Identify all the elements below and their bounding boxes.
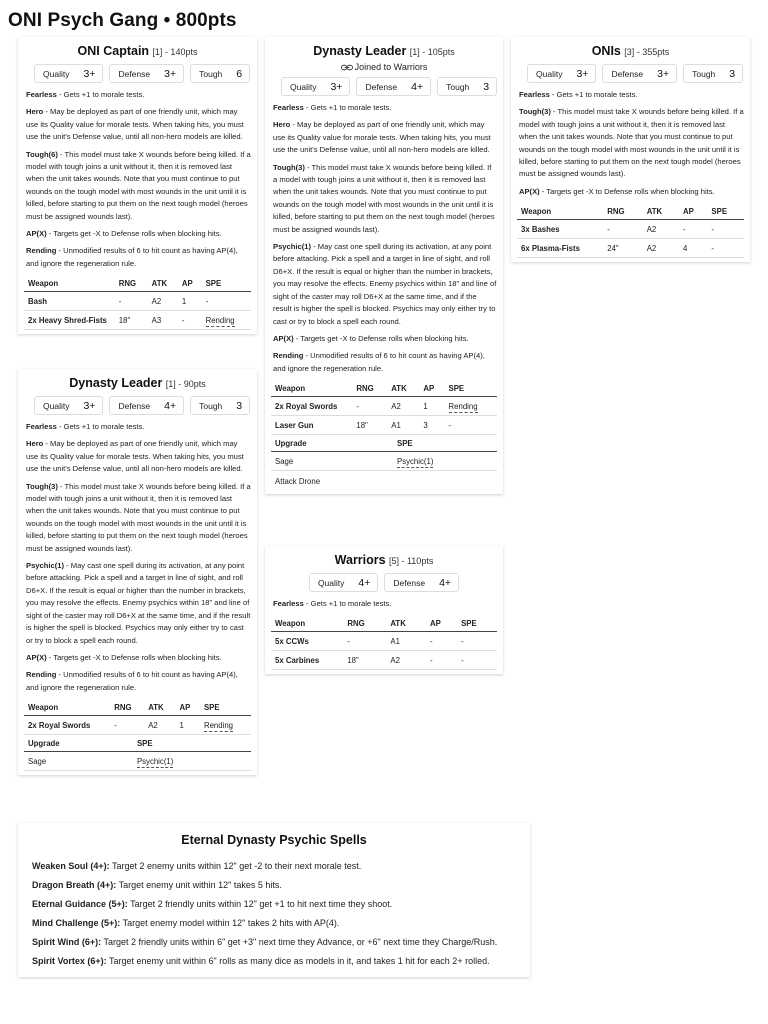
- unit-title: [24, 44, 251, 58]
- weapons-table: Weapon RNG ATK AP SPE 3x Bashes - A2 - - 6x Plasma-Fists 24" A2 4 -: [517, 203, 744, 258]
- table-row: 5x Carbines 18" A2 - -: [271, 651, 497, 670]
- tough-stat: Tough 3: [437, 77, 497, 96]
- rule-psychic: Psychic(1) - May cast one spell during its activation, at any point before attacking. Pick a spell and a target in line of sight, and roll D6+X. If the result is equal or higher than the number in brackets, you may resolve the effects. Enemy psychics within 18" and line of sight of the caster may roll D6+X at the same time, and if the result is higher the spell is blocked. Psychics may only either try to cast or try to block a spell each round.: [26, 561, 251, 645]
- rule-hero: Hero - May be deployed as part of one friendly unit, which may use its Quality value for morale tests. When taking hits, you must use the unit's Defense value, until all non-hero models are killed.: [26, 439, 244, 474]
- unit-title: [24, 376, 251, 390]
- spells-title: Eternal Dynasty Psychic Spells: [181, 833, 367, 847]
- unit-count: [3]: [624, 47, 635, 57]
- rule-fearless: Fearless - Gets +1 to morale tests.: [273, 103, 392, 112]
- rule-ap: AP(X) - Targets get -X to Defense rolls when blocking hits.: [26, 229, 222, 239]
- page-title: ONI Psych Gang • 800pts: [8, 10, 237, 31]
- stat-row: [34, 396, 251, 415]
- rule-ap: AP(X) - Targets get -X to Defense rolls when blocking hits.: [519, 186, 715, 196]
- rule-rending: Rending - Unmodified results of 6 to hit count as having AP(4), and ignore the regeneration rule.: [273, 351, 485, 373]
- rule-rending: Rending - Unmodified results of 6 to hit count as having AP(4), and ignore the regeneration rule.: [26, 670, 238, 692]
- defense-stat: Defense 4+: [384, 573, 459, 592]
- defense-stat: Defense 4+: [356, 77, 431, 96]
- rule-rending: Rending - Unmodified results of 6 to hit count as having AP(4), and ignore the regeneration rule.: [26, 246, 238, 268]
- special-rules: [24, 421, 251, 694]
- rule-fearless: Fearless - Gets +1 to morale tests.: [519, 90, 638, 99]
- unit-name: Warriors: [334, 553, 386, 567]
- rending-rule-link[interactable]: Rending: [203, 721, 233, 731]
- weapons-table: Weapon RNG ATK AP SPE Bash - A2 1 - 2x Heavy Shred-Fists 18" A3 - Rending: [24, 275, 251, 330]
- unit-count: [5]: [388, 556, 399, 566]
- psychic-rule-link[interactable]: Psychic(1): [397, 457, 434, 467]
- rule-tough: Tough(3) - This model must take X wounds before being killed. If a model with tough joins a unit without it, then it is removed last when the unit takes wounds. Note that you must continue to put wounds on the tough model with most wounds in the unit until it is killed, before starting to put them on the next tough model (heroes must be assigned wounds last).: [26, 481, 251, 553]
- upgrades-table: Upgrade SPE Sage Psychic(1): [24, 735, 251, 771]
- quality-stat: Quality 4+: [309, 573, 378, 592]
- defense-stat: Defense 3+: [109, 64, 184, 83]
- table-row: Bash - A2 1 -: [24, 292, 251, 311]
- table-row: 2x Royal Swords - A2 1 Rending: [24, 716, 251, 735]
- table-row: 3x Bashes - A2 - -: [517, 220, 744, 239]
- unit-points: - 140pts: [162, 47, 198, 57]
- quality-stat: Quality 3+: [34, 396, 103, 415]
- rule-fearless: Fearless - Gets +1 to morale tests.: [273, 599, 392, 608]
- table-row: 2x Royal Swords - A2 1 Rending: [271, 397, 497, 416]
- table-row: Sage Psychic(1): [24, 752, 251, 771]
- quality-stat: Quality 3+: [281, 77, 350, 96]
- unit-title: [271, 44, 497, 58]
- weapons-table: Weapon RNG ATK AP SPE 5x CCWs - A1 - - 5x Carbines 18" A2 - -: [271, 615, 497, 670]
- unit-title: [271, 553, 497, 567]
- unit-points: - 355pts: [634, 47, 670, 57]
- psychic-rule-link[interactable]: Psychic(1): [136, 757, 174, 767]
- defense-stat: Defense 4+: [109, 396, 184, 415]
- quality-stat: Quality 3+: [527, 64, 596, 83]
- unit-points: - 110pts: [398, 556, 434, 566]
- special-rules: [271, 102, 497, 375]
- special-rules: [271, 598, 497, 610]
- rule-hero: Hero - May be deployed as part of one friendly unit, which may use its Quality value for morale tests. When taking hits, you must use the unit's Defense value, until all non-hero models are killed.: [26, 107, 244, 142]
- unit-card-dynasty-leader: [18, 369, 257, 775]
- table-row: Sage Psychic(1): [271, 452, 497, 471]
- unit-card-dynasty-leader-joined: [265, 37, 503, 494]
- unit-count: [1]: [409, 47, 420, 57]
- rule-tough: Tough(3) - This model must take X wounds before being killed. If a model with tough joins a unit without it, then it is removed last when the unit takes wounds. Note that you must continue to put wounds on the tough model with most wounds in the unit until it is killed, before starting to put them on the next tough model (heroes must be assigned wounds last).: [273, 162, 495, 234]
- unit-name: ONI Captain: [77, 44, 150, 58]
- spell-item: Dragon Breath (4+): Target enemy unit within 12" takes 5 hits.: [32, 880, 282, 890]
- joined-to-label: Joined to Warriors: [271, 62, 497, 72]
- spell-item: Eternal Guidance (5+): Target 2 friendly units within 12" get +1 to hit next time they shoot.: [32, 899, 393, 909]
- table-row: Laser Gun 18" A1 3 -: [271, 416, 497, 435]
- quality-stat: Quality 3+: [34, 64, 103, 83]
- table-row: 2x Heavy Shred-Fists 18" A3 - Rending: [24, 311, 251, 330]
- unit-card-onis: [511, 37, 750, 262]
- tough-stat: Tough 6: [190, 64, 250, 83]
- unit-name: ONIs: [591, 44, 621, 58]
- rule-fearless: Fearless - Gets +1 to morale tests.: [26, 90, 145, 99]
- rule-ap: AP(X) - Targets get -X to Defense rolls when blocking hits.: [273, 333, 469, 343]
- table-row: 6x Plasma-Fists 24" A2 4 -: [517, 239, 744, 258]
- upgrades-table: Upgrade SPE Sage Psychic(1): [271, 435, 497, 471]
- spell-item: Spirit Wind (6+): Target 2 friendly units within 6" get +3" next time they Advance, or +6" next time they Charge/Rush.: [32, 937, 498, 947]
- tough-stat: Tough 3: [190, 396, 250, 415]
- special-rules: [24, 89, 251, 270]
- spell-item: Spirit Vortex (6+): Target enemy unit within 6" rolls as many dice as models in it, and takes 1 hit for each 2+ rolled.: [32, 956, 490, 966]
- weapons-table: Weapon RNG ATK AP SPE 2x Royal Swords - A2 1 Rending Laser Gun 18" A1 3 -: [271, 380, 497, 435]
- rule-tough: Tough(6) - This model must take X wounds before being killed. If a model with tough joins a unit without it, then it is removed last when the unit takes wounds. Note that you must continue to put wounds on the tough model with most wounds in the unit until it is killed, before starting to put them on the next tough model (heroes must be assigned wounds last).: [26, 149, 251, 221]
- unit-points: - 105pts: [419, 47, 455, 57]
- unit-card-warriors: [265, 546, 503, 674]
- stat-row: [34, 64, 251, 83]
- rule-tough: Tough(3) - This model must take X wounds before being killed. If a model with tough joins a unit without it, then it is removed last when the unit takes wounds. Note that you must continue to put wounds on the tough model with most wounds in the unit until it is killed, before starting to put them on the next tough model (heroes must be assigned wounds last).: [519, 107, 744, 179]
- rule-psychic: Psychic(1) - May cast one spell during its activation, at any point before attacking. Pick a spell and a target in line of sight, and roll D6+X. If the result is equal or higher than the number in brackets, you may resolve the effects. Enemy psychics within 18" and line of sight of the caster may roll D6+X at the same time, and if the result is higher the spell is blocked. Psychics may only either try to cast or try to block a spell each round.: [273, 242, 497, 326]
- attack-drone-item: Attack Drone: [275, 477, 321, 487]
- link-icon: [341, 64, 353, 71]
- tough-stat: Tough 3: [683, 64, 743, 83]
- stat-row: [271, 573, 497, 592]
- unit-points: - 90pts: [175, 379, 206, 389]
- weapons-table: Weapon RNG ATK AP SPE 2x Royal Swords - A2 1 Rending: [24, 699, 251, 735]
- table-row: 5x CCWs - A1 - -: [271, 632, 497, 651]
- psychic-spells-card: [18, 823, 530, 977]
- unit-count: [1]: [152, 47, 163, 57]
- unit-name: Dynasty Leader: [69, 376, 163, 390]
- unit-count: [1]: [165, 379, 176, 389]
- rule-ap: AP(X) - Targets get -X to Defense rolls when blocking hits.: [26, 652, 222, 662]
- defense-stat: Defense 3+: [602, 64, 677, 83]
- unit-title: [517, 44, 744, 58]
- spell-item: Mind Challenge (5+): Target enemy model within 12" takes 2 hits with AP(4).: [32, 918, 340, 928]
- rending-rule-link[interactable]: Rending: [448, 402, 478, 412]
- rending-rule-link[interactable]: Rending: [205, 316, 235, 326]
- special-rules: [517, 89, 744, 198]
- unit-card-oni-captain: [18, 37, 257, 334]
- rule-hero: Hero - May be deployed as part of one friendly unit, which may use its Quality value for morale tests. When taking hits, you must use the unit's Defense value, until all non-hero models are killed.: [273, 120, 491, 155]
- spell-item: Weaken Soul (4+): Target 2 enemy units within 12" get -2 to their next morale test.: [32, 861, 362, 871]
- stat-row: [281, 77, 497, 96]
- stat-row: [527, 64, 744, 83]
- unit-name: Dynasty Leader: [313, 44, 407, 58]
- rule-fearless: Fearless - Gets +1 to morale tests.: [26, 422, 145, 431]
